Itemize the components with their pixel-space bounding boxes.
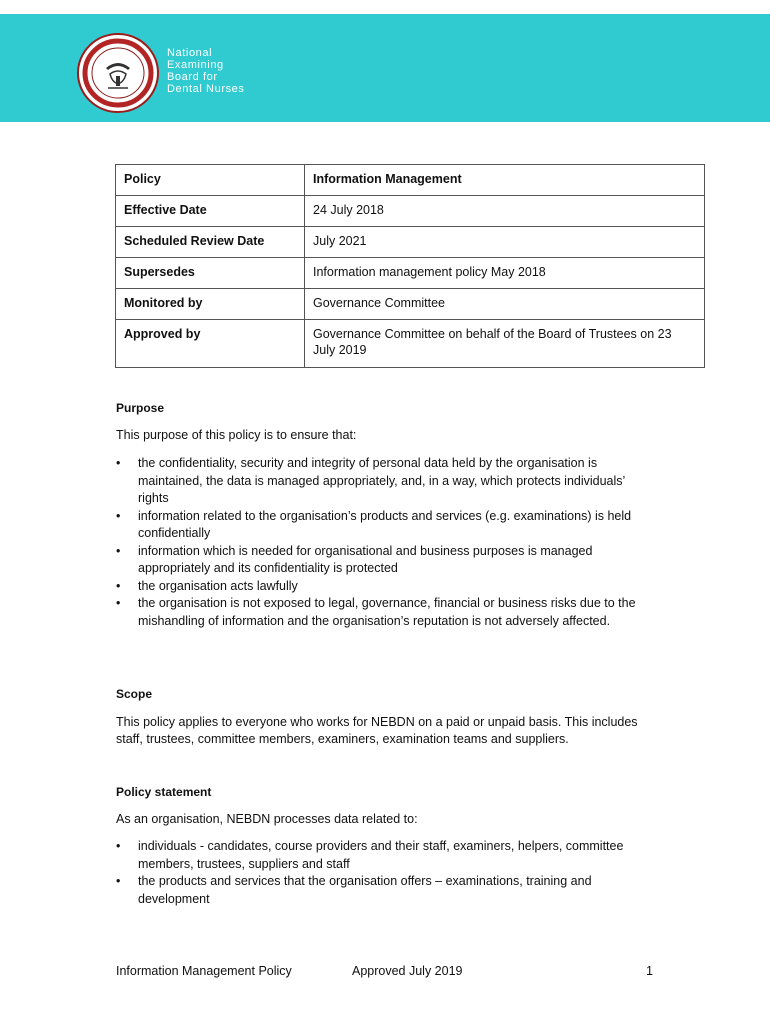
table-label: Scheduled Review Date	[116, 227, 305, 258]
policy-statement-section	[116, 784, 656, 908]
policy-statement-heading: Policy statement	[116, 785, 212, 799]
footer-approved: Approved July 2019	[352, 964, 463, 978]
list-item	[116, 543, 656, 578]
policy-statement-list	[116, 838, 656, 908]
table-label: Policy	[116, 165, 305, 196]
table-row	[116, 196, 705, 227]
list-item-text: the confidentiality, security and integrity of personal data held by the organisation is maintained, the data is managed appropriately, and, in a way, which protects individuals’ rights	[138, 456, 625, 505]
list-item-text: individuals - candidates, course providers and their staff, examiners, helpers, committee members, trustees, suppliers and staff	[138, 839, 624, 871]
table-value: July 2021	[305, 227, 705, 258]
policy-statement-intro: As an organisation, NEBDN processes data related to:	[116, 811, 418, 826]
bullet-icon: •	[116, 578, 121, 593]
list-item	[116, 595, 656, 630]
table-label: Effective Date	[116, 196, 305, 227]
list-item	[116, 578, 656, 596]
list-item	[116, 455, 656, 508]
table-label: Approved by	[116, 320, 305, 368]
table-row	[116, 320, 705, 368]
list-item-text: the products and services that the organisation offers – examinations, training and development	[138, 874, 592, 906]
footer-title: Information Management Policy	[116, 964, 292, 978]
nebdn-seal-logo	[76, 32, 160, 114]
list-item	[116, 873, 656, 908]
table-value: Governance Committee	[305, 289, 705, 320]
bullet-icon: •	[116, 874, 121, 888]
org-name-line-2: Examining	[167, 59, 224, 71]
bullet-icon: •	[116, 839, 121, 853]
table-label: Supersedes	[116, 258, 305, 289]
scope-section	[116, 686, 656, 749]
purpose-list	[116, 455, 656, 630]
list-item-text: the organisation acts lawfully	[138, 578, 298, 593]
list-item	[116, 508, 656, 543]
purpose-intro: This purpose of this policy is to ensure that:	[116, 427, 357, 442]
table-value: Information Management	[305, 165, 705, 196]
purpose-heading: Purpose	[116, 401, 165, 415]
bullet-icon: •	[116, 543, 121, 558]
purpose-section	[116, 400, 656, 630]
list-item-text: information which is needed for organisational and business purposes is managed appropriately and its confidentiality is protected	[138, 543, 593, 575]
list-item	[116, 838, 656, 873]
organisation-name	[167, 47, 287, 95]
list-item-text: the organisation is not exposed to legal, governance, financial or business risks due to the mishandling of information and the organisation’s reputation is not adversely affected.	[138, 596, 636, 628]
list-item-text: information related to the organisation’s products and services (e.g. examinations) is held confidentially	[138, 508, 632, 540]
scope-heading: Scope	[116, 687, 153, 701]
bullet-icon: •	[116, 508, 121, 523]
bullet-icon: •	[116, 456, 121, 470]
scope-text: This policy applies to everyone who works for NEBDN on a paid or unpaid basis. This includes staff, trustees, committee members, examiners, examination teams and suppliers.	[116, 714, 638, 746]
org-name-line-3: Board for	[167, 71, 218, 83]
table-row	[116, 258, 705, 289]
bullet-icon: •	[116, 596, 121, 610]
page-number: 1	[646, 964, 653, 978]
policy-details-table	[115, 164, 705, 368]
table-value: Governance Committee on behalf of the Board of Trustees on 23 July 2019	[305, 320, 705, 368]
table-row	[116, 165, 705, 196]
table-label: Monitored by	[116, 289, 305, 320]
table-value: Information management policy May 2018	[305, 258, 705, 289]
org-name-line-1: National	[167, 47, 213, 59]
org-name-line-4: Dental Nurses	[167, 83, 245, 95]
table-row	[116, 227, 705, 258]
table-value: 24 July 2018	[305, 196, 705, 227]
table-row	[116, 289, 705, 320]
